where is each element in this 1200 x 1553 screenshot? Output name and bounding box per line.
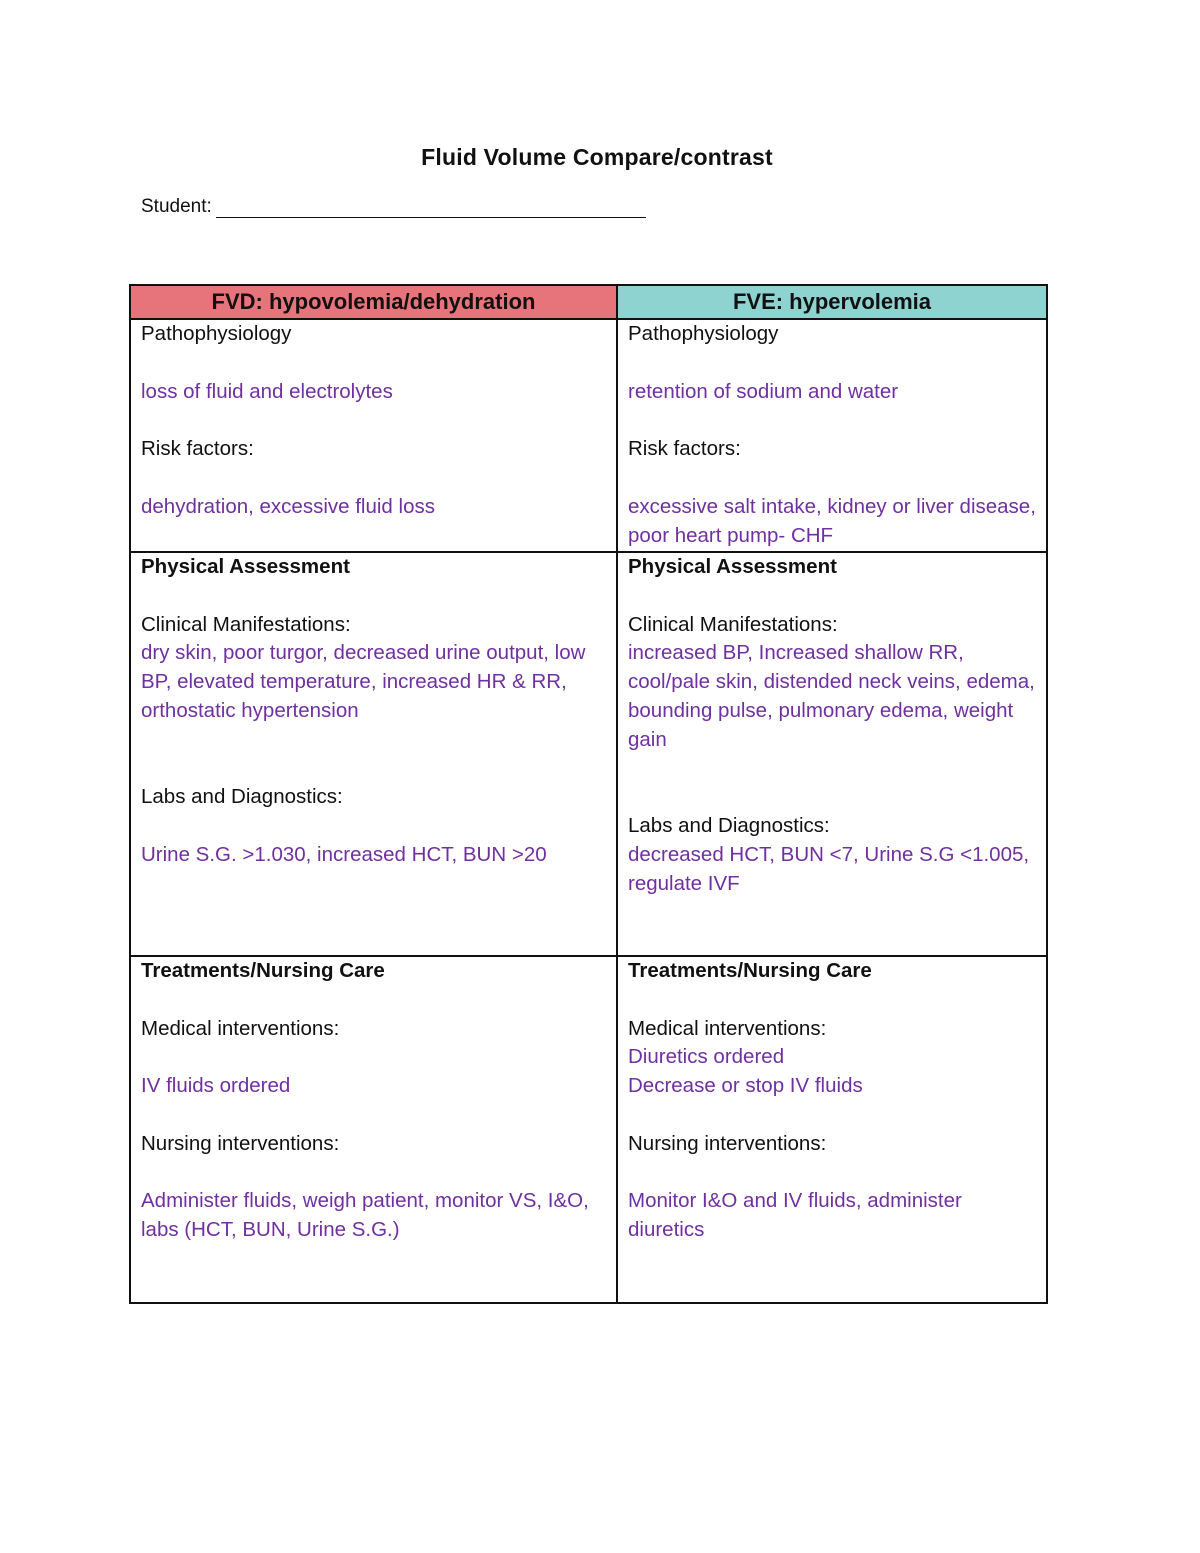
table-header-row <box>130 285 1047 319</box>
labs-text: Urine S.G. >1.030, increased HCT, BUN >20 <box>141 842 547 866</box>
fve-assessment-cell <box>617 552 1047 956</box>
fvd-treatment-cell <box>130 956 617 1303</box>
medical-line: IV fluids ordered <box>141 1074 291 1098</box>
treatment-heading: Treatments/Nursing Care <box>628 959 872 982</box>
fvd-header: FVD: hypovolemia/dehydration <box>130 285 617 319</box>
risk-text: excessive salt intake, kidney or liver disease, poor heart pump- CHF <box>628 494 1036 547</box>
medical-line: Decrease or stop IV fluids <box>628 1074 863 1098</box>
compare-table <box>129 284 1048 1304</box>
medical-heading: Medical interventions: <box>141 1016 340 1040</box>
assessment-heading: Physical Assessment <box>141 555 350 578</box>
labs-text: decreased HCT, BUN <7, Urine S.G <1.005, regulate IVF <box>628 842 1030 895</box>
patho-text: retention of sodium and water <box>628 379 899 403</box>
nursing-heading: Nursing interventions: <box>141 1131 340 1155</box>
fvd-patho-cell <box>130 319 617 552</box>
risk-heading: Risk factors: <box>141 437 254 461</box>
pathophysiology-row <box>130 319 1047 552</box>
patho-heading: Pathophysiology <box>628 322 779 345</box>
nursing-text: Administer fluids, weigh patient, monitor VS, I&O, labs (HCT, BUN, Urine S.G.) <box>141 1189 589 1242</box>
treatment-row <box>130 956 1047 1303</box>
patho-text: loss of fluid and electrolytes <box>141 379 393 403</box>
nursing-text: Monitor I&O and IV fluids, administer diuretics <box>628 1189 962 1242</box>
fve-patho-cell <box>617 319 1047 552</box>
clinical-heading: Clinical Manifestations: <box>141 612 351 636</box>
patho-heading: Pathophysiology <box>141 322 292 345</box>
assessment-row <box>130 552 1047 956</box>
nursing-heading: Nursing interventions: <box>628 1131 827 1155</box>
labs-heading: Labs and Diagnostics: <box>141 785 343 809</box>
fve-treatment-cell <box>617 956 1047 1303</box>
risk-text: dehydration, excessive fluid loss <box>141 494 435 518</box>
student-label: Student: <box>141 196 212 217</box>
medical-heading: Medical interventions: <box>628 1016 827 1040</box>
clinical-heading: Clinical Manifestations: <box>628 612 838 636</box>
clinical-text: dry skin, poor turgor, decreased urine output, low BP, elevated temperature, increased HR & RR, orthostatic hypertension <box>141 641 586 722</box>
page-title: Fluid Volume Compare/contrast <box>421 144 773 170</box>
treatment-heading: Treatments/Nursing Care <box>141 959 385 982</box>
risk-heading: Risk factors: <box>628 437 741 461</box>
fvd-assessment-cell <box>130 552 617 956</box>
fve-header: FVE: hypervolemia <box>617 285 1047 319</box>
assessment-heading: Physical Assessment <box>628 555 837 578</box>
medical-line: Diuretics ordered <box>628 1045 785 1069</box>
student-field <box>141 196 646 218</box>
student-name-blank[interactable] <box>216 197 646 218</box>
clinical-text: increased BP, Increased shallow RR, cool/pale skin, distended neck veins, edema, bounding pulse, pulmonary edema, weight gain <box>628 641 1035 751</box>
labs-heading: Labs and Diagnostics: <box>628 814 830 838</box>
